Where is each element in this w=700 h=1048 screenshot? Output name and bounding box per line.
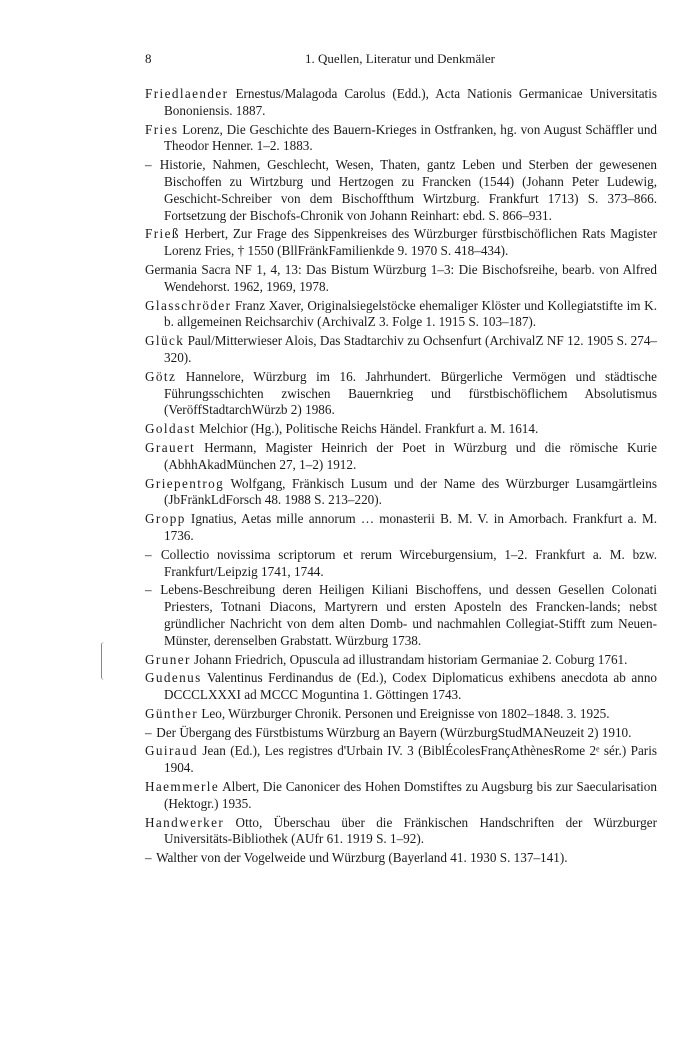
bibliography-entry: [145, 298, 657, 332]
bibliography-entry: [145, 476, 657, 510]
entry-text: Valentinus Ferdinandus de (Ed.), Codex Diplomaticus exhibens anecdota ab anno DCCCLXXXI ad MCCC Moguntina 1. Göttingen 1743.: [164, 670, 658, 703]
bibliography-entry: [145, 779, 657, 813]
bibliography-entry: [145, 122, 657, 156]
entry-author: Grauert: [145, 439, 196, 455]
entry-author: Fries: [145, 121, 179, 137]
entry-author: Gropp: [145, 511, 186, 527]
entry-author: Gudenus: [145, 670, 202, 686]
entry-author: –: [145, 582, 153, 598]
entry-text: Franz Xaver, Originalsiegelstöcke ehemaliger Klöster und Kollegiatstifte im K. b. allgemeinen Reichsarchiv (ArchivalZ 3. Folge 1. 1915 S. 103–187).: [164, 297, 657, 330]
entry-text: Herbert, Zur Frage des Sippenkreises des Würzburger fürstbischöflichen Rats Magister Lorenz Fries, † 1550 (BllFränkFamilienkde 9. 1970 S. 418–434).: [164, 226, 657, 259]
bibliography-entry: [145, 725, 657, 742]
entry-author: Günther: [145, 705, 199, 721]
entry-author: Guiraud: [145, 743, 199, 759]
bibliography-entry: [145, 652, 657, 669]
entry-text: Ignatius, Aetas mille annorum … monasterii B. M. V. in Amorbach. Frankfurt a. M. 1736.: [164, 511, 657, 543]
bibliography-entry: [145, 369, 657, 419]
entry-author: Griepentrog: [145, 475, 225, 491]
page-header: [145, 51, 655, 71]
bibliography-entry: [145, 86, 657, 120]
entry-author: –: [145, 850, 153, 866]
entry-text: Lorenz, Die Geschichte des Bauern-Krieges in Ostfranken, hg. von August Schäffler und Theodor Henner. 1–2. 1883.: [164, 121, 658, 154]
bibliography-entry: [145, 670, 657, 704]
entry-text: Wolfgang, Fränkisch Lusum und der Name des Würzburger Lusamgärtleins (JbFränkLdForsch 48. 1988 S. 213–220).: [164, 475, 658, 508]
bibliography-list: [145, 86, 657, 869]
entry-author: Götz: [145, 368, 177, 384]
bibliography-entry: [145, 157, 657, 224]
bibliography-entry: [145, 850, 657, 867]
bibliography-entry: [145, 706, 657, 723]
entry-author: Goldast: [145, 421, 196, 437]
entry-author: Glück: [145, 333, 185, 349]
bibliography-entry: [145, 815, 657, 849]
entry-text: Leo, Würzburger Chronik. Personen und Ereignisse von 1802–1848. 3. 1925.: [201, 705, 610, 721]
entry-author: Gruner: [145, 651, 191, 667]
entry-text: Collectio novissima scriptorum et rerum Wirceburgensium, 1–2. Frankfurt a. M. bzw. Frankfurt/Leipzig 1741, 1744.: [160, 546, 658, 579]
entry-author: –: [145, 724, 153, 740]
entry-text: Jean (Ed.), Les registres d'Urbain IV. 3 (BiblÉcolesFrançAthènesRome 2ᵉ sér.) Paris 1904.: [164, 743, 657, 776]
entry-text: Otto, Überschau über die Fränkischen Handschriften der Würzburger Universitäts-Bibliothek (AUfr 61. 1919 S. 1–92).: [164, 814, 657, 847]
bibliography-entry: [145, 333, 657, 367]
entry-text: Germania Sacra NF 1, 4, 13: Das Bistum Würzburg 1–3: Die Bischofsreihe, bearb. von Alfred Wendehorst. 1962, 1969, 1978.: [145, 261, 657, 294]
entry-text: Historie, Nahmen, Geschlecht, Wesen, Thaten, gantz Leben und Sterben der gewesenen Bischoffen zu Wirtzburg und Hertzogen zu Francken (1544) (Johann Peter Ludewig, Geschicht-Schreiber von dem Bischoffthum Wirtzburg. Frankfurt 1713) S. 373–866. Fortsetzung der Bischofs-Chronik von Johann Reinhart: ebd. S. 866–931.: [159, 157, 657, 223]
entry-author: Handwerker: [145, 814, 225, 830]
entry-author: Friedlaender: [145, 86, 229, 101]
bibliography-entry: [145, 226, 657, 260]
entry-text: Der Übergang des Fürstbistums Würzburg an Bayern (WürzburgStudMANeuzeit 2) 1910.: [156, 724, 632, 740]
entry-text: Walther von der Vogelweide und Würzburg (Bayerland 41. 1930 S. 137–141).: [156, 850, 568, 866]
entry-author: –: [145, 157, 153, 173]
running-head: 1. Quellen, Literatur und Denkmäler: [305, 51, 495, 66]
entry-text: Lebens-Beschreibung deren Heiligen Kiliani Bischoffens, und dessen Gesellen Colonati Priesters, Totnani Diacons, Martyrern und ersten Aposteln des Francken-lands; nebst gründlicher Nachricht von dem alten Domb- und nachmahlen Collegiat-Stifft zum Neuen-Münster, derenselben Grabstatt. Würzburg 1738.: [160, 582, 658, 648]
bibliography-entry: [145, 743, 657, 777]
entry-text: Hannelore, Würzburg im 16. Jahrhundert. Bürgerliche Vermögen und städtische Führungsschichten zwischen Bauernkrieg und fürstbischöflichem Absolutismus (VeröffStadtarchWürzb 2) 1986.: [164, 368, 657, 418]
entry-text: Johann Friedrich, Opuscula ad illustrandam historiam Germaniae 2. Coburg 1761.: [194, 651, 628, 667]
entry-text: Hermann, Magister Heinrich der Poet in Würzburg und die römische Kurie (AbhhAkadMünchen 27, 1–2) 1912.: [164, 439, 657, 472]
page-number: 8: [145, 51, 152, 66]
bibliography-entry: [145, 262, 657, 296]
entry-text: Paul/Mitterwieser Alois, Das Stadtarchiv zu Ochsenfurt (ArchivalZ NF 12. 1905 S. 274–320).: [164, 333, 658, 365]
margin-pencil-mark: [101, 642, 106, 680]
entry-text: Ernestus/Malagoda Carolus (Edd.), Acta Nationis Germanicae Universitatis Bononiensis. 1887.: [164, 86, 658, 118]
bibliography-entry: [145, 440, 657, 474]
bibliography-entry: [145, 421, 657, 438]
entry-author: Haemmerle: [145, 779, 220, 795]
entry-text: Albert, Die Canonicer des Hohen Domstiftes zu Augsburg bis zur Saecularisation (Hektogr.) 1935.: [164, 779, 657, 811]
bibliography-entry: [145, 511, 657, 545]
bibliography-entry: [145, 547, 657, 581]
entry-author: Glasschröder: [145, 297, 232, 313]
entry-text: Melchior (Hg.), Politische Reichs Händel. Frankfurt a. M. 1614.: [199, 421, 539, 437]
entry-author: Frieß: [145, 226, 180, 242]
bibliography-entry: [145, 582, 657, 649]
entry-author: –: [145, 546, 153, 562]
